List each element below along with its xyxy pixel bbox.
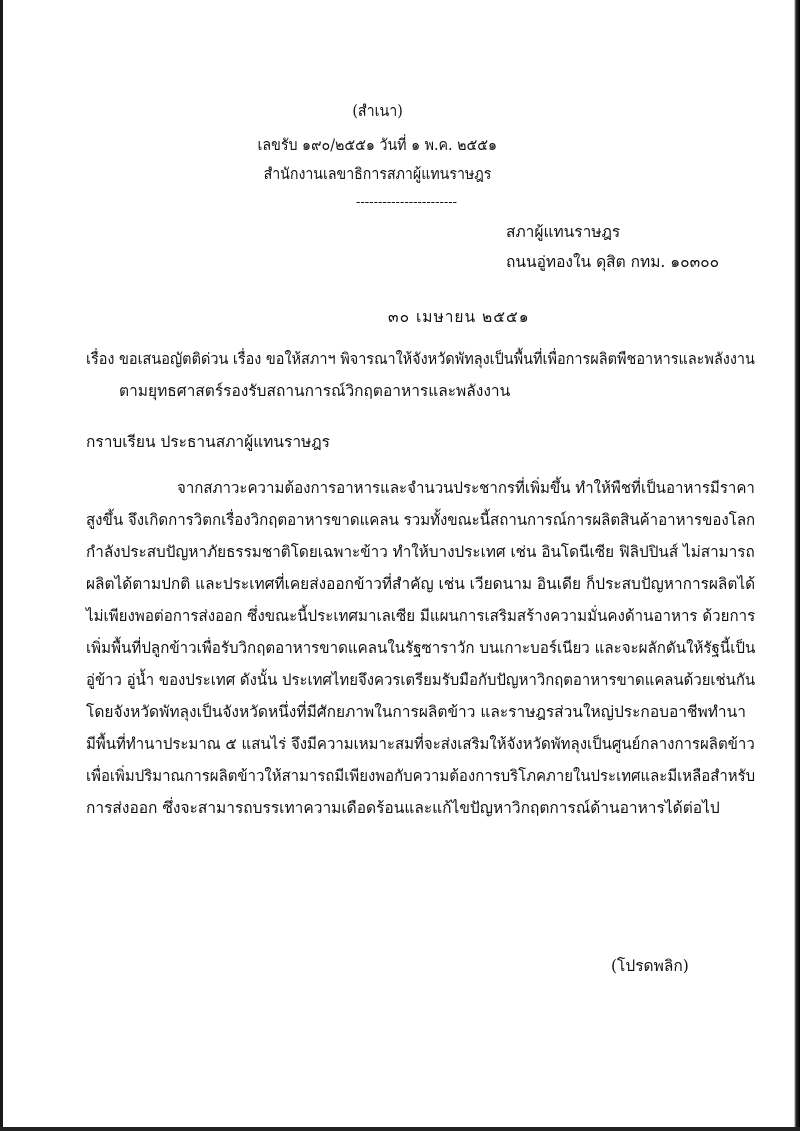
copy-mark: (สำเนา) [352, 102, 403, 120]
turn-page-note: (โปรดพลิก) [611, 957, 689, 975]
body-line: อู่ข้าว อู่น้ำ ของประเทศ ดังนั้น ประเทศไทยจึงควรเตรียมรับมือกับปัญหาวิกฤตอาหารขาดแคลนด้วยเช่นกัน [86, 671, 756, 689]
body-line: ไม่เพียงพอต่อการส่งออก ซึ่งขณะนี้ประเทศมาเลเซีย มีแผนการเสริมสร้างความมั่นคงด้านอาหาร ด้วยการ [86, 607, 756, 625]
body-line: มีพื้นที่ทำนาประมาณ ๕ แสนไร่ จึงมีความเหมาะสมที่จะส่งเสริมให้จังหวัดพัทลุงเป็นศูนย์กลางการผลิตข้าว [86, 735, 755, 753]
scan-edge-right [794, 0, 800, 1131]
letter-date: ๓๐ เมษายน ๒๕๕๑ [388, 308, 530, 326]
received-number-line: เลขรับ ๑๙๐/๒๕๕๑ วันที่ ๑ พ.ค. ๒๕๕๑ [257, 136, 498, 154]
sender-address-line-2: ถนนอู่ทองใน ดุสิต กทม. ๑๐๓๐๐ [506, 253, 720, 271]
body-line: การส่งออก ซึ่งจะสามารถบรรเทาความเดือดร้อนและแก้ไขปัญหาวิกฤตการณ์ด้านอาหารได้ต่อไป [86, 799, 720, 817]
body-line: สูงขึ้น จึงเกิดการวิตกเรื่องวิกฤตอาหารขาดแคลน รวมทั้งขณะนี้สถานการณ์การผลิตสินค้าอาหารของโลก [86, 511, 756, 529]
office-name: สำนักงานเลขาธิการสภาผู้แทนราษฎร [263, 165, 492, 183]
body-line: ผลิตได้ตามปกติ และประเทศที่เคยส่งออกข้าวที่สำคัญ เช่น เวียดนาม อินเดีย ก็ประสบปัญหาการผลิตได้ [86, 575, 756, 593]
header-divider: ----------------------- [356, 195, 458, 210]
subject-line-2: ตามยุทธศาสตร์รองรับสถานการณ์วิกฤตอาหารและพลังงาน [119, 382, 511, 400]
subject-line-1: เรื่อง ขอเสนอญัตติด่วน เรื่อง ขอให้สภาฯ พิจารณาให้จังหวัดพัทลุงเป็นพื้นที่เพื่อการผลิตพืชอาหารและพลังงาน [86, 350, 755, 368]
body-line: เพื่อเพิ่มปริมาณการผลิตข้าวให้สามารถมีเพียงพอกับความต้องการบริโภคภายในประเทศและมีเหลือสำหรับ [86, 767, 756, 785]
body-line: กำลังประสบปัญหาภัยธรรมชาติโดยเฉพาะข้าว ทำให้บางประเทศ เช่น อินโดนีเซีย ฟิลิปปินส์ ไม่สามารถ [86, 543, 755, 561]
salutation: กราบเรียน ประธานสภาผู้แทนราษฎร [86, 433, 330, 451]
sender-address-line-1: สภาผู้แทนราษฎร [506, 223, 621, 241]
body-line: จากสภาวะความต้องการอาหารและจำนวนประชากรที่เพิ่มขึ้น ทำให้พืชที่เป็นอาหารมีราคา [177, 479, 755, 497]
scan-edge-bottom [0, 1127, 800, 1131]
body-line: โดยจังหวัดพัทลุงเป็นจังหวัดหนึ่งที่มีศักยภาพในการผลิตข้าว และราษฎรส่วนใหญ่ประกอบอาชีพทำนา [86, 703, 746, 721]
body-line: เพิ่มพื้นที่ปลูกข้าวเพื่อรับวิกฤตอาหารขาดแคลนในรัฐซาราวัก บนเกาะบอร์เนียว และจะผลักดันให้รัฐนี้เป็น [86, 639, 756, 657]
